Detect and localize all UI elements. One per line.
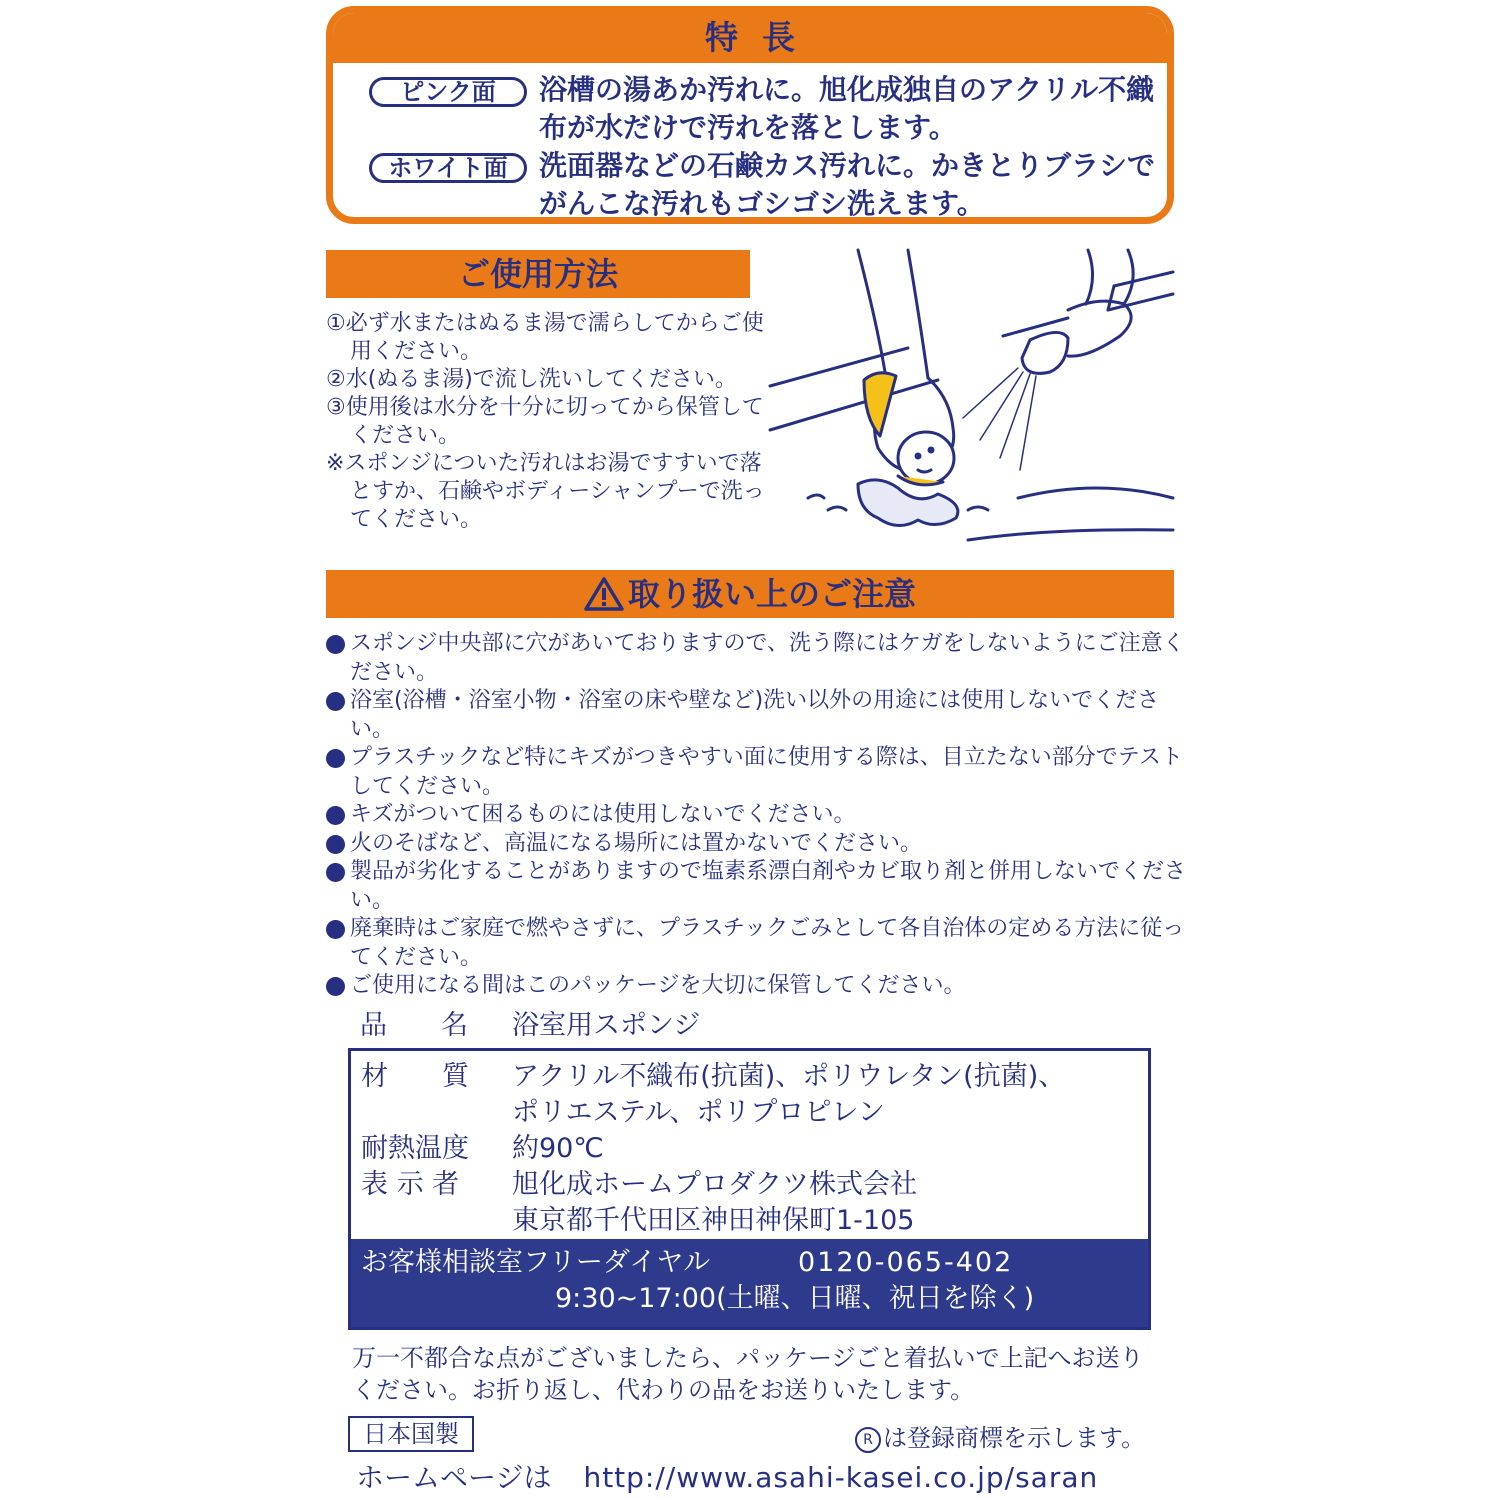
- feature-label-white: ホワイト面: [369, 153, 527, 183]
- features-title: 特長: [333, 13, 1167, 63]
- feature-text-white: 洗面器などの石鹸カス汚れに。かきとりブラシでがんこな汚れもゴシゴシ洗えます。: [539, 149, 1156, 220]
- caution-item: キズがついて困るものには使用しないでください。: [326, 801, 1186, 830]
- usage-item: ※スポンジについた汚れはお湯ですすいで落とすか、石鹸やボディーシャンプーで洗ってください。: [326, 451, 765, 532]
- registered-mark-icon: R: [855, 1427, 881, 1453]
- maker-line2: 東京都千代田区神田神保町1-105: [512, 1205, 915, 1236]
- caution-item: 廃棄時はご家庭で燃やさずに、プラスチックごみとして各自治体の定める方法に従ってください。: [326, 915, 1186, 972]
- product-name-value: 浴室用スポンジ: [512, 1010, 701, 1041]
- warning-icon: [584, 577, 624, 611]
- made-in-label: 日本国製: [348, 1416, 474, 1452]
- product-name-row: [360, 1008, 700, 1044]
- usage-item: ①必ず水またはぬるま湯で濡らしてからご使用ください。: [326, 311, 764, 364]
- hotline-bar: [351, 1239, 1148, 1327]
- heat-value: 約90℃: [512, 1133, 604, 1164]
- homepage-url[interactable]: http://www.asahi-kasei.co.jp/saran: [583, 1461, 1099, 1494]
- feature-label-pink: ピンク面: [369, 77, 527, 107]
- caution-list: [326, 630, 1186, 1001]
- hotline-hours: 9:30~17:00(土曜、日曜、祝日を除く): [555, 1283, 1035, 1314]
- caution-title: [326, 570, 1174, 618]
- caution-item: プラスチックなど特にキズがつきやすい面に使用する際は、目立たない部分でテストしてください。: [326, 744, 1186, 801]
- usage-list: [326, 310, 766, 534]
- caution-item: ご使用になる間はこのパッケージを大切に保管してください。: [326, 972, 1186, 1001]
- usage-item: ③使用後は水分を十分に切ってから保管してください。: [326, 395, 764, 448]
- homepage-label: ホームページは: [356, 1461, 552, 1494]
- maker-label: 表 示 者: [361, 1169, 460, 1200]
- features-panel: [326, 6, 1174, 224]
- sponge-washing-illustration: [768, 248, 1178, 548]
- return-notice: 万一不都合な点がございましたら、パッケージごと着払いで上記へお送りください。お折り返し、代わりの品をお送りいたします。: [352, 1344, 1144, 1404]
- material-line2: ポリエステル、ポリプロピレン: [512, 1097, 885, 1128]
- trademark-note: R は登録商標を示します。: [855, 1418, 1145, 1453]
- maker-line1: 旭化成ホームプロダクツ株式会社: [512, 1169, 917, 1200]
- caution-item: 製品が劣化することがありますので塩素系漂白剤やカビ取り剤と併用しないでください。: [326, 858, 1186, 915]
- homepage-row: [356, 1460, 1098, 1496]
- material-label: 材 質: [361, 1061, 469, 1092]
- product-info-box: [348, 1048, 1151, 1330]
- product-name-label: 品 名: [360, 1010, 468, 1041]
- usage-title: ご使用方法: [326, 250, 750, 298]
- usage-item: ②水(ぬるま湯)で流し洗いしてください。: [326, 367, 737, 392]
- hotline-number: 0120-065-402: [798, 1247, 1014, 1278]
- heat-label: 耐熱温度: [361, 1133, 469, 1164]
- caution-title-text: 取り扱い上のご注意: [627, 575, 916, 613]
- hotline-title: お客様相談室フリーダイヤル: [361, 1247, 711, 1278]
- material-line1: アクリル不織布(抗菌)、ポリウレタン(抗菌)、: [512, 1061, 1066, 1092]
- caution-item: スポンジ中央部に穴があいておりますので、洗う際にはケガをしないようにご注意ください。: [326, 630, 1186, 687]
- caution-item: 火のそばなど、高温になる場所には置かないでください。: [326, 830, 1186, 859]
- feature-text-pink: 浴槽の湯あか汚れに。旭化成独自のアクリル不織布が水だけで汚れを落とします。: [539, 73, 1155, 144]
- caution-item: 浴室(浴槽・浴室小物・浴室の床や壁など)洗い以外の用途には使用しないでください。: [326, 687, 1186, 744]
